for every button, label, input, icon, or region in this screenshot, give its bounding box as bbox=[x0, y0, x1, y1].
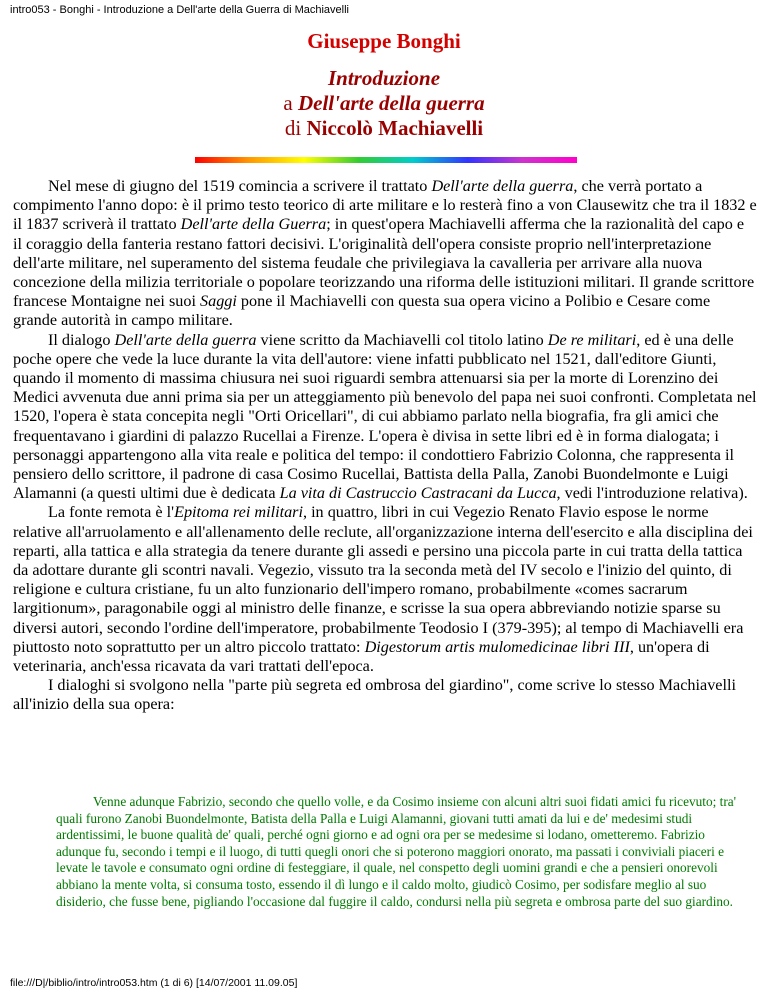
paragraph-4: I dialoghi si svolgono nella "parte più segreta ed ombrosa del giardino", come scrive lo stesso Machiavelli all'inizio della sua opera: bbox=[13, 676, 736, 714]
rainbow-divider bbox=[195, 157, 577, 163]
machiavelli-name: Niccolò Machiavelli bbox=[306, 116, 484, 140]
work-title: Dell'arte della guerra bbox=[297, 91, 485, 115]
article-body bbox=[13, 177, 757, 715]
title-prefix-di: di bbox=[284, 116, 307, 140]
title-line-1: Introduzione bbox=[327, 66, 441, 90]
paragraph-1: Nel mese di giugno del 1519 comincia a scrivere il trattato Dell'arte della guerra, che verrà portato a compimento l'anno dopo: è il primo testo teorico di arte militare e lo resterà fino a von Clausewitz che tra il 1832 e il 1837 scriverà il trattato Dell'arte della Guerra; in quest'opera Machiavelli afferma che la razionalità del capo e il coraggio della fanteria restano fattori decisivi. L'originalità dell'opera consiste proprio nell'interpretazione dell'arte militare, nel superamento del sistema feudale che privilegiava la cavalleria per arrivare alla nuova concezione della milizia territoriale o popolare teorizzando una riforma delle istituzioni militari. Il grande scrittore francese Montaigne nei suoi Saggi pone il Machiavelli con questa sua opera vicino a Polibio e Cesare come grande autorità in campo militare. bbox=[13, 177, 757, 330]
page-header: intro053 - Bonghi - Introduzione a Dell'arte della Guerra di Machiavelli bbox=[10, 4, 350, 16]
title-block bbox=[0, 66, 768, 141]
page-footer: file:///D|/biblio/intro/intro053.htm (1 di 6) [14/07/2001 11.09.05] bbox=[10, 977, 298, 989]
paragraph-3: La fonte remota è l'Epitoma rei militari, in quattro, libri in cui Vegezio Renato Flavio espose le norme relative all'arruolamento e all'allenamento delle reclute, all'organizzazione interna dell'esercito e alla disciplina dei reparti, alla tattica e alla strategia da tenere durante gli assedi e persino una piccola parte in cui tratta della tattica da adottare durante gli scontri navali. Vegezio, vissuto tra la seconda metà del IV secolo e l'inizio del quinto, di religione e cultura cristiane, fu un alto funzionario dell'impero romano, probabilmente «comes sacrarum largitionum», paragonabile oggi al ministro delle finanze, e scrisse la sua opera abbreviando notizie sparse su diversi autori, secondo l'ordine dell'imperatore, probabilmente Teodosio I (379-395); al tempo di Machiavelli era piuttosto noto soprattutto per un altro piccolo trattato: Digestorum artis mulomedicinae libri III, un'opera di veterinaria, anch'essa ricavata da vari trattati dell'epoca. bbox=[13, 503, 753, 676]
quotation: Venne adunque Fabrizio, secondo che quello volle, e da Cosimo insieme con alcuni altri suoi fidati amici fu ricevuto; tra' quali furono Zanobi Buondelmonte, Batista della Palla e Luigi Alamanni, giovani tutti amati da lui e de' medesimi studi ardentissimi, le buone qualità de' quali, perché ogni giorno e ad ogni ora per se medesime si lodano, ometteremo. Fabrizio adunque fu, secondo i tempi e il luogo, di tutti quegli onori che si poterono maggiori onorato, ma passati i conviviali piaceri e levate le tavole e consumato ogni ordine di festeggiare, il quale, nel conspetto degli uomini grandi e che a pensieri onorevoli abbiano la mente volta, si consuma tosto, essendo il dì lungo e il caldo molto, giudicò Cosimo, per sodisfare meglio al suo disiderio, che fusse bene, pigliando l'occasione dal fuggire il caldo, condursi nella più segreta e ombrosa parte del suo giardino. bbox=[56, 794, 737, 909]
title-prefix-a: a bbox=[283, 91, 298, 115]
author-name: Giuseppe Bonghi bbox=[307, 29, 461, 53]
paragraph-2: Il dialogo Dell'arte della guerra viene scritto da Machiavelli col titolo latino De re militari, ed è una delle poche opere che vede la luce durante la vita dell'autore: viene infatti pubblicato nel 1521, dall'editore Giunti, quando il momento di massima chiusura nei suoi riguardi sembra attenuarsi sia per la morte di Lorenzino dei Medici avvenuta due anni prima sia per un atteggiamento più benevolo del papa nei suoi confronti. Completata nel 1520, l'opera è stata concepita negli "Orti Oricellari", di cui abbiamo parlato nella biografia, fra gli amici che frequentavano i giardini di palazzo Rucellai a Firenze. L'opera è divisa in sette libri ed è in forma dialogata; i personaggi appartengono alla vita reale e politica del tempo: il condottiero Fabrizio Colonna, che rappresenta il pensiero dello scrittore, il padrone di casa Cosimo Rucellai, Battista della Palla, Zanobi Buondelmonte e Luigi Alamanni (a questi ultimi due è dedicata La vita di Castruccio Castracani da Lucca, vedi l'introduzione relativa). bbox=[13, 330, 757, 503]
